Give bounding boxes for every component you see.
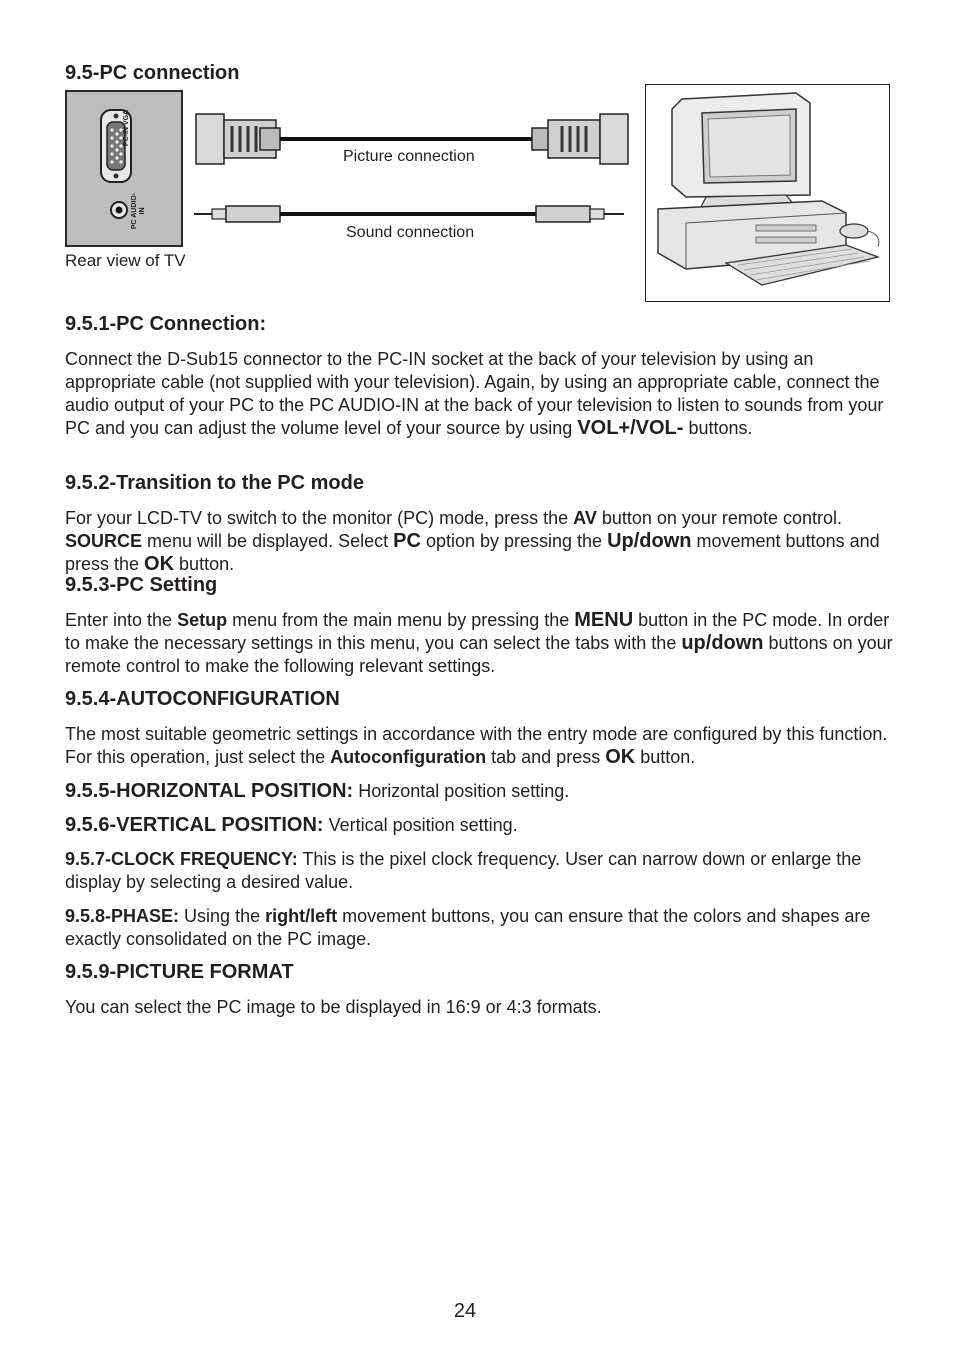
paragraph-9-5-9: You can select the PC image to be displayed in 16:9 or 4:3 formats. bbox=[65, 997, 602, 1017]
heading-9-5-5: 9.5.5-HORIZONTAL POSITION: bbox=[65, 780, 354, 802]
heading-9-5-2: 9.5.2-Transition to the PC mode bbox=[65, 472, 364, 494]
paragraph-9-5-3: Enter into the Setup menu from the main menu by pressing the MENU button in the PC mode. In order to make the necessary settings in this menu, you can select the tabs with the up/down buttons on your remote control to make the following relevant settings. bbox=[65, 609, 893, 676]
paragraph-9-5-6: 9.5.6-VERTICAL POSITION: Vertical position setting. bbox=[65, 814, 518, 836]
heading-9-5-9: 9.5.9-PICTURE FORMAT bbox=[65, 961, 294, 983]
vga-plug-left bbox=[196, 114, 280, 164]
picture-connection-label: Picture connection bbox=[343, 148, 475, 165]
paragraph-9-5-5: 9.5.5-HORIZONTAL POSITION: Horizontal position setting. bbox=[65, 780, 570, 802]
tv-rear-panel bbox=[65, 90, 183, 247]
paragraph-9-5-1: Connect the D-Sub15 connector to the PC-IN socket at the back of your television by using an appropriate cable (not supplied with your television). Again, by using an appropriate cable, connect the audio output of your PC to the PC AUDIO-IN at the back of your television to listen to sounds from your PC and you can adjust the volume level of your source by using VOL+/VOL- buttons. bbox=[65, 349, 884, 439]
heading-9-5-6: 9.5.6-VERTICAL POSITION: bbox=[65, 814, 324, 836]
heading-9-5-8: 9.5.8-PHASE: bbox=[65, 906, 180, 926]
heading-9-5-3: 9.5.3-PC Setting bbox=[65, 574, 218, 596]
paragraph-9-5-2: For your LCD-TV to switch to the monitor (PC) mode, press the AV button on your remote control. SOURCE menu will be displayed. Select PC option by pressing the Up/down movement buttons and press the OK button. bbox=[65, 508, 880, 575]
paragraph-9-5-8: 9.5.8-PHASE: Using the right/left movement buttons, you can ensure that the colors and shapes are exactly consolidated on the PC image. bbox=[65, 906, 871, 949]
paragraph-9-5-7: 9.5.7-CLOCK FREQUENCY: This is the pixel clock frequency. User can narrow down or enlarge the display by selecting a desired value. bbox=[65, 849, 862, 892]
pc-image bbox=[645, 84, 890, 302]
audio-plug-left bbox=[194, 206, 280, 222]
audio-label: PC AUDIO-IN bbox=[131, 192, 146, 230]
heading-9-5-4: 9.5.4-AUTOCONFIGURATION bbox=[65, 688, 340, 710]
section-title: 9.5-PC connection bbox=[65, 62, 240, 84]
sound-connection-label: Sound connection bbox=[346, 224, 475, 241]
vga-plug-right bbox=[532, 114, 628, 164]
heading-9-5-1: 9.5.1-PC Connection: bbox=[65, 313, 267, 335]
rear-view-caption: Rear view of TV bbox=[65, 251, 186, 270]
audio-plug-right bbox=[536, 206, 624, 222]
heading-9-5-7: 9.5.7-CLOCK FREQUENCY: bbox=[65, 849, 298, 869]
paragraph-9-5-4: The most suitable geometric settings in accordance with the entry mode are configured by this function. For this operation, just select the Autoconfiguration tab and press OK button. bbox=[65, 724, 888, 768]
cable-diagram bbox=[190, 110, 630, 230]
page-number: 24 bbox=[453, 1300, 477, 1322]
vga-label: PC-IN VGA bbox=[123, 109, 130, 147]
computer-icon bbox=[646, 85, 889, 301]
